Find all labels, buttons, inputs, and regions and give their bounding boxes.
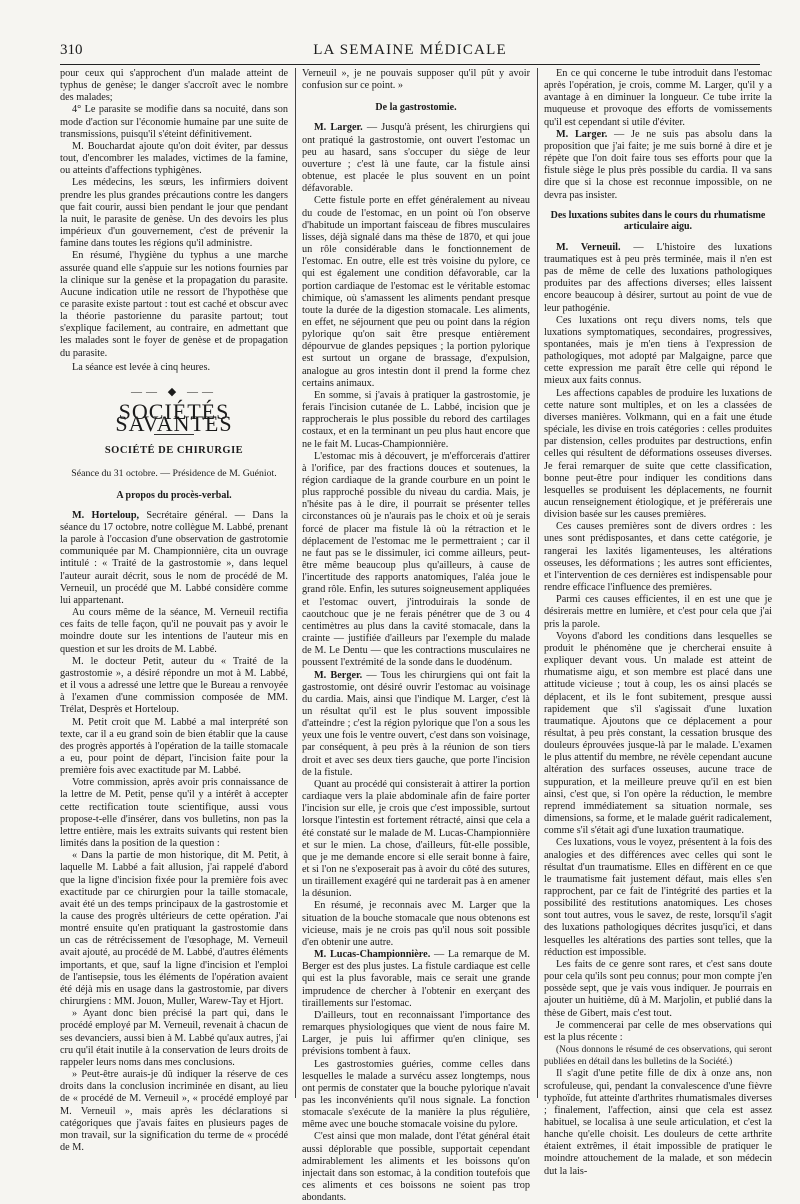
ornament-divider: —— ◆ —— bbox=[131, 385, 217, 398]
paragraph bbox=[544, 242, 772, 315]
paragraph: Au cours même de la séance, M. Verneuil rectifia ces faits de telle façon, qu'il ne pouvait pas y avoir le moindre doute sur les intentions de l'auteur mis en question et sur les droits de M. Labbé. bbox=[60, 607, 288, 655]
speaker-text: — Jusqu'à présent, les chirurgiens qui ont pratiqué la gastrostomie, ont ouvert l'estomac un peu au hasard, sans s'occuper du siège de leur ouverture ; c'est là une faute, car la fistule ainsi obtenue, est placée le plus souvent en un point défavorable. bbox=[302, 122, 531, 195]
paragraph bbox=[302, 949, 530, 1010]
paragraph: 4° Le parasite se modifie dans sa nocuité, dans son mode d'action sur l'économie humaine par une suite de transmissions, puisqu'il s'éteint définitivement. bbox=[60, 104, 288, 140]
paragraph bbox=[60, 510, 288, 607]
paragraph: Ces luxations ont reçu divers noms, tels que luxations symptomatiques, secondaires, progressives, spontanées, mais je m'en tiens à l'expression de pathologiques, mot adopté par Malgaigne, parce que cette expression me paraît être celle qui répond le mieux aux faits connus. bbox=[544, 314, 772, 387]
paragraph: Je commencerai par celle de mes observations qui est la plus récente : bbox=[544, 1019, 772, 1043]
speaker-name: M. Larger. bbox=[314, 122, 363, 134]
paragraph: Parmi ces causes efficientes, il en est une que je désirerais mettre en lumière, et c'est pour cela que j'ai pris la parole. bbox=[544, 594, 772, 630]
closing-line: La séance est levée à cinq heures. bbox=[72, 361, 211, 373]
speaker-text: — Je ne suis pas absolu dans la proposition que j'ai faite; je me suis borné à dire et je répète que l'on doit faire tous ses efforts pour que la fistule siège le plus près possible du cardia. Il va sans dire que si la chose est reconnue impossible, on ne devra pas insister. bbox=[544, 128, 773, 201]
paragraph: Les gastrostomies guéries, comme celles dans lesquelles le malade a survécu assez longtemps, nous ont permis de constater que la bouche pylorique n'avait pas les inconvénients qu'il nous signale. La fonction stomacale s'exécute de la manière la plus régulière, même avec une bouche stomacale voisine du pylore. bbox=[302, 1058, 530, 1131]
paragraph: Les affections capables de produire les luxations de cette nature sont multiples, et on les a classées de diverses manières. Volkmann, qui en a fait une étude spéciale, les divise en trois catégories : celles produites par distension, celles produites par destructions, enfin celles qui résultent de déformations osseuses diverses. Je ferai remarquer de suite que cette classification, bonne peut-être pour indiquer les conditions dans lesquelles se produisent les déplacements, ne fournit aucun renseignement étiologique, et je préférerais une division basée sur les causes premières. bbox=[544, 387, 772, 521]
paragraph: Voyons d'abord les conditions dans lesquelles se produit le phénomène que je chercherai ensuite à expliquer devant vous. Un malade est atteint de rhumatisme aigu, et son membre est placé dans une attitude vicieuse ; tout à coup, les os ainsi placés se déplacent, et ils le font subitement, presque aussi rapidement que s'il s'agissait d'une luxation traumatique. Ajoutons que ce déplacement a pour résultat, à peu près constant, la cessation brusque des douleurs éprouvées jusque-là par le malade. L'examen le plus attentif du membre, ne révèle cependant aucune altération des surfaces osseuses, aucune trace de suppuration, et la meilleure preuve qu'il en est bien ainsi, c'est que, si l'on opère la réduction, le membre reprend immédiatement sa situation normale, ses dimensions, sa forme, et le malade guérit radicalement, comme s'il s'était agi d'une luxation traumatique. bbox=[544, 630, 772, 837]
paragraph: M. Petit croit que M. Labbé a mal interprété son texte, car il a eu grand soin de bien établir que la cause des progrès apportés à l'opération de la taille stomacale a eu, pour point de départ, l'incision faite pour la première fois avec exactitude par M. Labbé. bbox=[60, 716, 288, 777]
paragraph: En résumé, l'hygiène du typhus a une marche assurée quand elle s'appuie sur les notions fournies par la clinique sur la genèse et la propagation du parasite. Aucune indication utile ne ressort de l'hypothèse que ce parasite existe partout : tout est caché et obscur avec la théorie pastorienne du parasite partout; tout s'explique facilement, au contraire, en admettant que les malades sont le foyer de genèse et de propagation du parasite. bbox=[60, 250, 288, 359]
column-divider bbox=[295, 68, 296, 1098]
sub-heading: Des luxations subites dans le cours du rhumatisme articulaire aigu. bbox=[550, 209, 766, 232]
paragraph: En résumé, je reconnais avec M. Larger que la situation de la bouche stomacale que nous obtenons est vicieuse, mais je ne crois pas qu'il nous soit possible d'en obtenir une autre. bbox=[302, 900, 530, 948]
speaker-name: M. Lucas-Championnière. bbox=[314, 949, 431, 961]
sub-heading: De la gastrostomie. bbox=[375, 102, 457, 114]
paragraph: Verneuil », je ne pouvais supposer qu'il pût y avoir confusion sur ce point. » bbox=[302, 68, 530, 92]
paragraph: C'est ainsi que mon malade, dont l'état général était aussi déplorable que possible, supportait cependant admirablement les aliments et les boissons qu'on injectait dans son estomac, à la condition toutefois que ces aliments et ces boissons ne soient pas trop abondants. bbox=[302, 1131, 530, 1204]
sub-heading: A propos du procès-verbal. bbox=[116, 489, 232, 501]
paragraph: Les faits de ce genre sont rares, et c'est sans doute pour cela qu'ils sont peu connus; pour mon compte j'en possède sept, que je vais vous indiquer. Je pourrais en ajouter un huitième, dû à M. Marjolin, et publié dans la thèse de Gibert, mais c'est tout. bbox=[544, 958, 772, 1019]
column-left bbox=[60, 68, 289, 1153]
paragraph: « Dans la partie de mon historique, dit M. Petit, à laquelle M. Labbé a fait allusion, j'ai rappelé d'abord que la ligne d'incision fixée pour la première fois avec exactitude par ce chirurgien pour la taille stomacale, avait été un des temps principaux de la gastrostomie et la cause des progrès ultérieurs de cette opération. J'ai montré ensuite qu'en pratiquant la gastrostomie dans un cas de rétrécissement de l'œsophage, M. Verneuil avait ajouté, au procédé de M. Labbé, d'autres éléments importants, et que, sauf la ligne d'incision et l'emploi de l'antisepsie, tous les éléments de l'opération avaient été déjà mis en usage dans la gastrostomie, par divers chirurgiens : MM. Jouon, Muller, Warew-Tay et Hjort. bbox=[60, 850, 288, 1008]
paragraph: Ces luxations, vous le voyez, présentent à la fois des analogies et des différences avec celles qui sont le résultat d'un traumatisme. Elles en diffèrent en ce que le traumatisme fait justement défaut, mais elles s'en rapprochent, par ce fait de l'intégrité des parties et la possibilité des restitutions anatomiques. Les choses sont tout autres, vous le savez, de reste, lorsqu'il s'agit des luxations pathologiques décrites jusqu'ici, et dans lesquelles les altérations des parties sont telles, que la réduction est impossible. bbox=[544, 837, 772, 958]
speaker-text: Secrétaire général. — Dans la séance du 17 octobre, notre collègue M. Labbé, prenant la parole à l'occasion d'une observation de gastrotomie communiquée par M. Championnière, cita un ouvrage intitulé : « Traité de la gastrostomie », dans lequel l'auteur aurait décrit, sous le nom de procédé de M. Verneuil, un procédé que M. Labbé considère comme lui appartenant. bbox=[60, 509, 289, 606]
speaker-text: — La remarque de M. Berger est des plus justes. La fistule cardiaque est celle qui est la plus favorable, mais ce serait une grande imprudence de chercher à l'obtenir en exerçant des tiraillements sur l'estomac. bbox=[302, 949, 530, 1009]
speaker-text: — Tous les chirurgiens qui ont fait la gastrostomie, ont désiré ouvrir l'estomac au voisinage du cardia. Mais, ainsi que l'indique M. Larger, c'est là un résultat qu'il est le plus souvent impossible d'atteindre ; c'est la région pylorique que l'on a sous les yeux une fois le ventre ouvert, c'est dans son voisinage, par conséquent, à peu près à la réunion de son tiers droit et avec ses deux tiers gauche, que porte l'incision de la fistule. bbox=[302, 669, 530, 778]
running-title: LA SEMAINE MÉDICALE bbox=[313, 42, 507, 58]
paragraph: Quant au procédé qui consisterait à attirer la portion cardiaque vers la plaie abdominale afin de faire porter l'incision sur elle, je crois que c'est impossible, surtout lorsque l'intestin est fortement rétracté, ainsi que cela a été constaté sur le malade de M. Lucas-Championnière et sur le mien. La chose, d'ailleurs, fût-elle possible, que je me demande encore si elle serait bonne à faire, et si l'on ne s'exposerait pas à avoir du côté des sutures, un tiraillement exagéré qui ne tarderait pas à en amener la désunion. bbox=[302, 778, 530, 900]
speaker-name: M. Larger. bbox=[556, 128, 608, 140]
paragraph: Ces causes premières sont de divers ordres : les unes sont prédisposantes, et dans cette catégorie, je rangerai les laxités ligamenteuses, les altérations osseuses, les déformations ; les autres sont efficientes, et l'intervention de ces dernières est indispensable pour rendre efficace l'influence des premières. bbox=[544, 521, 772, 594]
page-number: 310 bbox=[60, 42, 83, 58]
paragraph: Cette fistule porte en effet généralement au niveau du coude de l'estomac, en un point où l'on observe d'habitude un important faisceau de fibres musculaires lisses, déjà signalé dans ma thèse de 1870, et qui joue un rôle considérable dans le fonctionnement de l'estomac. En outre, elle est très voisine du pylore, ce qui est également une condition défavorable, car la portion cardiaque de l'estomac est le véritable estomac chimique, où s'amassent les aliments pendant presque toute la durée de la digestion stomacale. Les aliments, en effet, ne séjournent que peu ou point dans la région pylorique qu'on sait être presque entièrement dépourvue de glandes pepsiques ; la portion pylorique est surtout un organe de brassage, d'expulsion, analogue au gros intestin dont il prend la forme chez certains animaux. bbox=[302, 195, 530, 389]
paragraph bbox=[544, 129, 772, 202]
speaker-name: M. Berger. bbox=[314, 669, 363, 681]
paragraph bbox=[302, 670, 530, 779]
page-header bbox=[60, 42, 760, 62]
speaker-name: M. Verneuil. bbox=[556, 241, 621, 253]
paragraph: En ce qui concerne le tube introduit dans l'estomac après l'opération, je crois, comme M. Larger, qu'il y a avantage à en diminuer la longueur. Ce tube irrite la muqueuse et provoque des efforts de vomissements qu'il est cependant si utile d'éviter. bbox=[544, 68, 772, 128]
speaker-text: — L'histoire des luxations traumatiques est à peu près terminée, mais il n'en est pas de même de celle des luxations pathologiques produites par des affections diverses; elles laissent encore beaucoup à désirer, surtout au point de vue de leur pathogénie. bbox=[544, 241, 772, 314]
paragraph: Les médecins, les sœurs, les infirmiers doivent prendre les plus grandes précautions contre les dangers que fait courir, aussi bien pendant le jour que pendant la nuit, le parasite de genèse. Un des devoirs les plus impérieux d'un gouvernement, c'est de prévenir la famine dans toutes les régions qu'il administre. bbox=[60, 177, 288, 250]
paragraph: En somme, si j'avais à pratiquer la gastrostomie, je ferais l'incision cutanée de L. Labbé, incision que je rapprocherais le plus possible du rebord des cartilages costaux, et en la terminant un peu plus haut encore que ne le fait M. Lucas-Championnière. bbox=[302, 389, 530, 450]
paragraph: L'estomac mis à découvert, je m'efforcerais d'attirer à l'orifice, par des fractions douces et soutenues, la région cardiaque de la grande courbure en un point le plus rapproché possible du niveau du cardia. Mais, je n'hésite pas à le dire, il pourrait se présenter telles circonstances où je n'aurais pas le choix et où je serais forcé de placer ma fistule là où la rétraction et le déplacement de l'estomac me le permettraient ; car il ne faut pas se le dissimuler, ici comme ailleurs, peut-être même beaucoup plus qu'ailleurs, à cause de l'incertitude des rapports anatomiques, l'aléa joue le grand rôle. Enfin, les sutures soigneusement appliquées et l'estomac ouvert, j'introduirais la sonde de caoutchouc que je ne ferais pénétrer que de 3 ou 4 centimètres au plus dans la cavité stomacale, dans la crainte — justifiée d'ailleurs par l'exemple du malade de M. Le Dentu — que les contractions musculaires ne poussent l'extrémité de la sonde dans le duodénum. bbox=[302, 450, 530, 669]
column-divider bbox=[537, 68, 538, 1098]
paragraph: » Peut-être aurais-je dû indiquer la réserve de ces droits dans la conclusion incriminée en disant, au lieu de « procédé de M. Verneuil », « procédé employé par M. Verneuil », mais après les déclarations si catégoriques que j'avais faites en plusieurs pages de mon travail, sur la signification du terme de « procédé de M. bbox=[60, 1069, 288, 1153]
paragraph: M. Bouchardat ajoute qu'on doit éviter, par dessus tout, d'encombrer les malades, victimes de la famine, ou atteints d'affections typhigènes. bbox=[60, 140, 288, 177]
paragraph: Votre commission, après avoir pris connaissance de la lettre de M. Petit, pense qu'il y a intérêt à accepter cette rectification toute scientifique, aussi vous propose-t-elle d'insérer, dans vos bulletins, non pas la lettre entière, mais les extraits suivants qui restent bien limités dans la position de la question : bbox=[60, 777, 288, 850]
paragraph: Il s'agit d'une petite fille de dix à onze ans, non scrofuleuse, qui, pendant la convalescence d'une fièvre typhoïde, fut atteinte d'arthrites rhumatismales diverses ; finalement, l'affection, ainsi que cela est assez habituel, se localisa à une seule articulation, et c'est la hanche qu'elle choisit. Les douleurs de cette arthrite étaient extrêmes, il était impossible de pratiquer le moindre attouchement de la malade, et son médecin dut la lais- bbox=[544, 1068, 772, 1177]
editor-note: (Nous donnons le résumé de ces observations, qui seront publiées en détail dans les bulletins de la Société.) bbox=[544, 1045, 772, 1068]
meeting-info: Séance du 31 octobre. — Présidence de M. Guéniot. bbox=[71, 467, 277, 479]
paragraph: D'ailleurs, tout en reconnaissant l'importance des remarques physiologiques que vient de nous faire M. Larger, je puis lui affirmer qu'en clinique, ses prévisions tombent à faux. bbox=[302, 1009, 530, 1058]
paragraph bbox=[302, 122, 530, 195]
column-right bbox=[544, 68, 773, 1177]
society-heading: SOCIÉTÉ DE CHIRURGIE bbox=[104, 445, 244, 457]
header-rule bbox=[60, 64, 760, 65]
paragraph: pour ceux qui s'approchent d'un malade atteint de typhus de genèse; le danger s'accroît avec le nombre des malades; bbox=[60, 68, 288, 104]
speaker-name: M. Horteloup, bbox=[72, 509, 140, 521]
paragraph: M. le docteur Petit, auteur du « Traité de la gastrostomie », a désiré répondre un mot à M. Labbé, et il vous a adressé une lettre que le Bureau a renvoyée à l'examen d'une commission composée de MM. Trélat, Desprès et Horteloup. bbox=[60, 655, 288, 716]
column-middle bbox=[302, 68, 531, 1204]
section-title: SOCIÉTÉS SAVANTES bbox=[115, 399, 233, 437]
paragraph: » Ayant donc bien précisé la part qui, dans le procédé employé par M. Verneuil, revenait à chacun de ses devanciers, aussi bien à M. Labbé qu'aux autres, j'ai cru qu'il était inutile à la conservation de leurs droits de rappeler leurs noms dans mes conclusions. bbox=[60, 1008, 288, 1068]
